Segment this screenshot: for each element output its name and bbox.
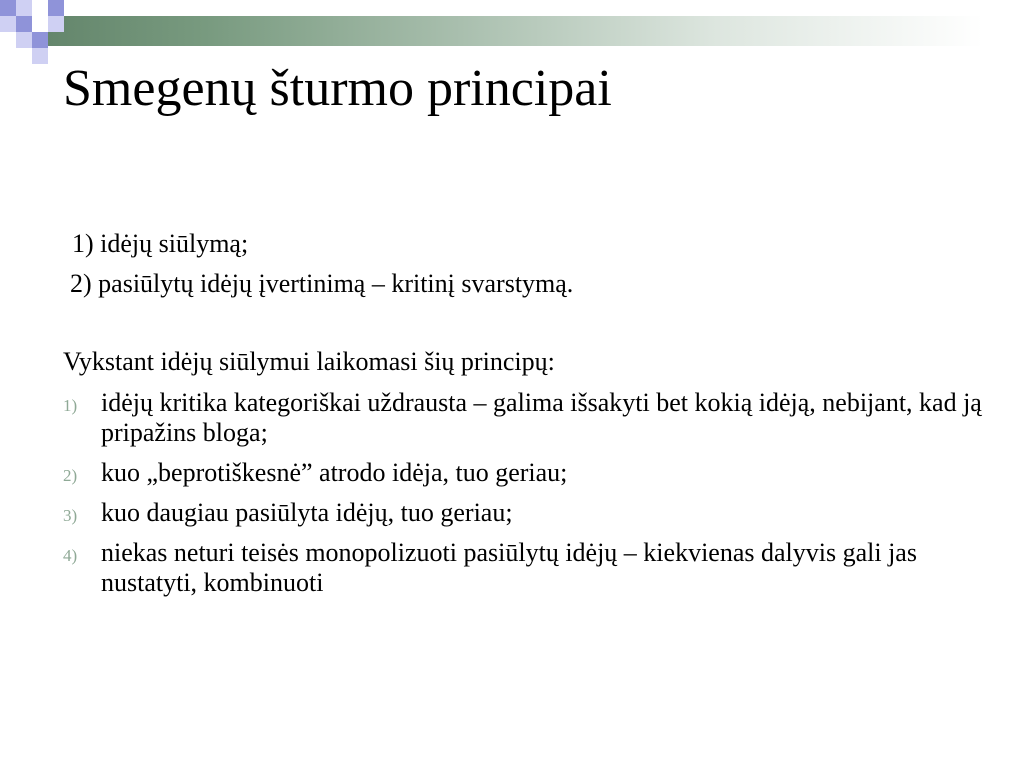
principle-text: kuo „beprotiškesnė” atrodo idėja, tuo geriau; [101,458,568,487]
principle-text: niekas neturi teisės monopolizuoti pasiūlytų idėjų – kiekvienas dalyvis gali jas nustatyti, kombinuoti [101,538,917,597]
principle-number: 4) [63,546,78,565]
principle-text: idėjų kritika kategoriškai uždrausta – galima išsakyti bet kokią idėją, nebijant, kad ją pripažins bloga; [101,388,982,447]
principle-item [63,538,993,598]
principle-number: 2) [63,466,78,485]
principle-item [63,498,993,528]
header-gradient-band [0,16,1024,46]
corner-squares-decoration [0,0,80,64]
step-item: 1) idėjų siūlymą; [72,229,249,258]
principle-text: kuo daugiau pasiūlyta idėjų, tuo geriau; [101,498,513,527]
principle-item [63,388,993,448]
principle-number: 1) [63,396,78,415]
steps-list [72,224,573,304]
step-item: 2) pasiūlytų idėjų įvertinimą – kritinį svarstymą. [70,269,574,298]
principle-item [63,458,993,488]
principle-number: 3) [63,506,78,525]
slide-title: Smegenų šturmo principai [63,60,612,117]
principles-list [63,388,993,608]
principles-intro: Vykstant idėjų siūlymui laikomasi šių principų: [63,347,555,376]
